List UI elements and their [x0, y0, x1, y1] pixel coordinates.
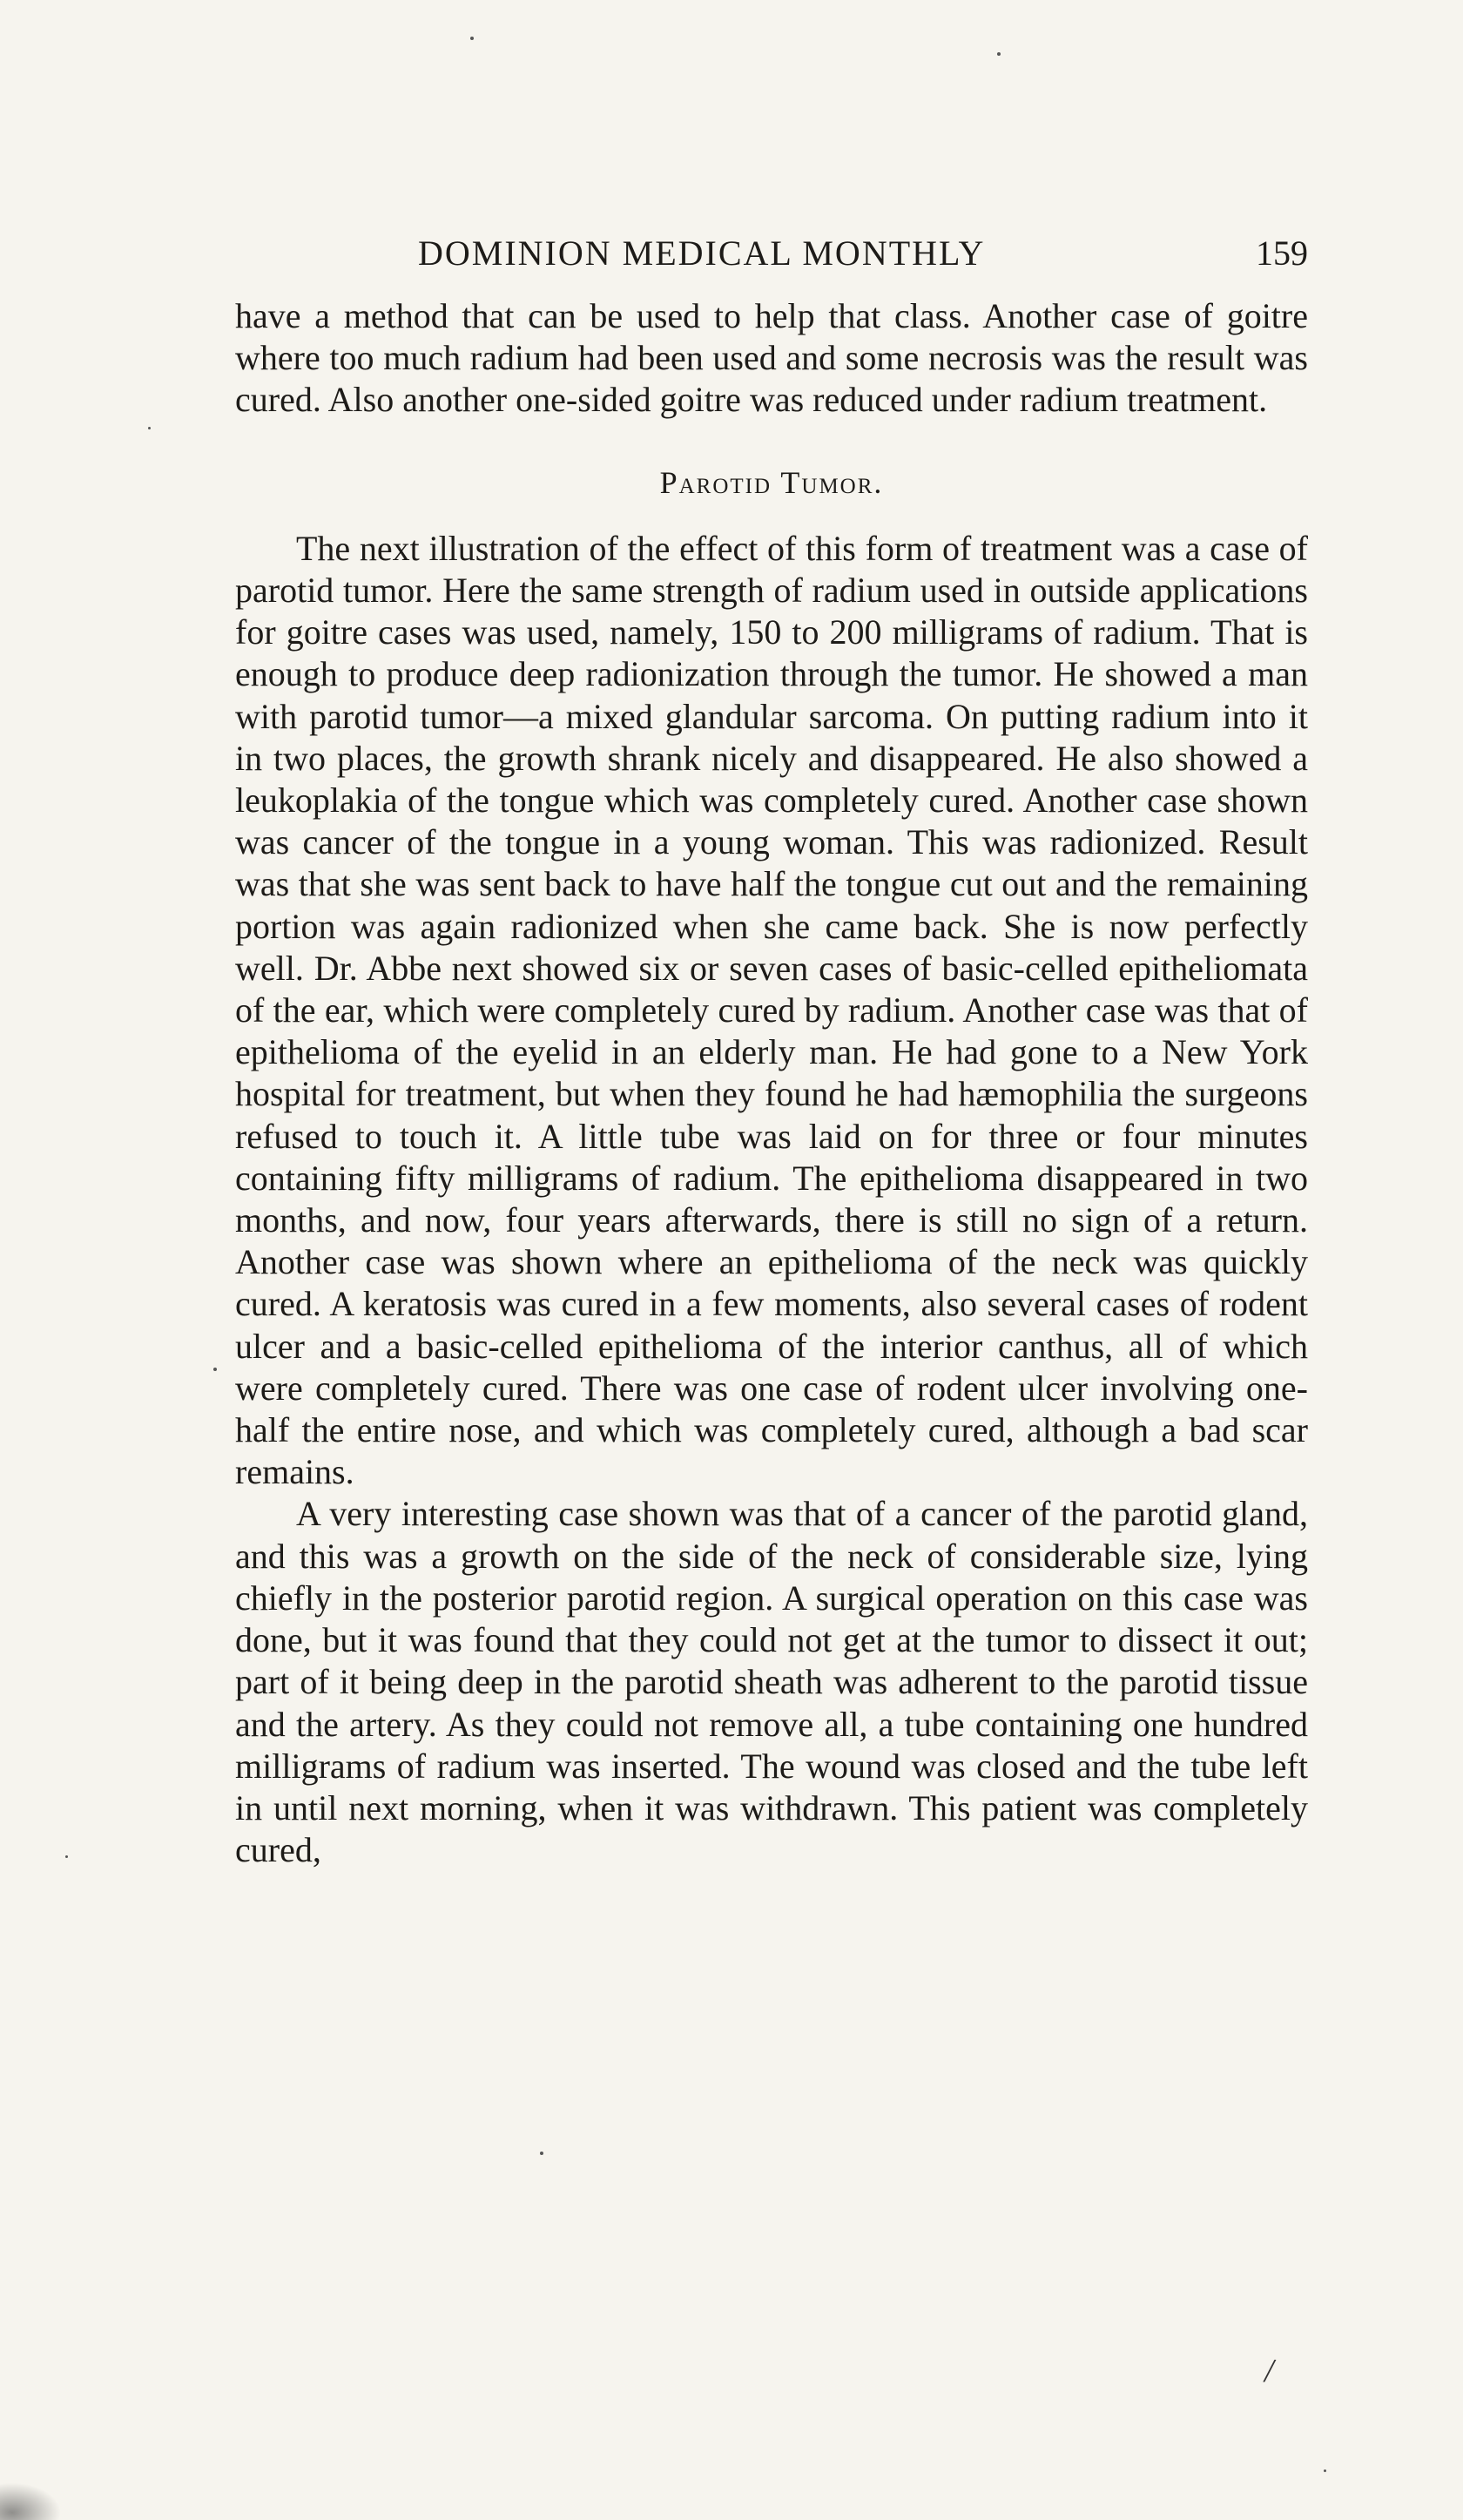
document-page [235, 222, 1308, 1871]
body-text [235, 295, 1308, 1871]
journal-title: DOMINION MEDICAL MONTHLY [418, 233, 986, 273]
scan-speck [148, 427, 151, 429]
paragraph-continuation: have a method that can be used to help that class. Another case of goitre where too much radium had been used and some necrosis was the result was cured. Also another one-sided goitre was reduced under radium treatment. [235, 296, 1308, 420]
scan-speck [213, 1368, 217, 1371]
scan-speck [1324, 2469, 1326, 2472]
paragraph-parotid-tumor: The next illustration of the effect of this form of treatment was a case of parotid tumor. Here the same strength of radium used in outside applications for goitre cases was used, namely, 150 to 200 milligrams of radium. That is enough to produce deep radionization through the tumor. He showed a man with parotid tumor—a mixed glandular sarcoma. On putting radium into it in two places, the growth shrank nicely and disappeared. He also showed a leukoplakia of the tongue which was completely cured. Another case shown was cancer of the tongue in a young woman. This was radionized. Result was that she was sent back to have half the tongue cut out and the remaining portion was again radionized when she came back. She is now perfectly well. Dr. Abbe next showed six or seven cases of basic-celled epitheliomata of the ear, which were completely cured by radium. Another case was that of epithelioma of the eyelid in an elderly man. He had gone to a New York hospital for treatment, but when they found he had hæmophilia the surgeons refused to touch it. A little tube was laid on for three or four minutes containing fifty milligrams of radium. The epithelioma disappeared in two months, and now, four years afterwards, there is still no sign of a return. Another case was shown where an epithelioma of the neck was quickly cured. A keratosis was cured in a few moments, also several cases of rodent ulcer and a basic-celled epithelioma of the interior canthus, all of which were completely cured. There was one case of rodent ulcer involving one-half the entire nose, and which was completely cured, although a bad scar remains. [235, 528, 1308, 1492]
scan-speck [997, 52, 1001, 56]
page-number: 159 [1256, 233, 1308, 273]
scan-speck [470, 37, 474, 40]
corner-smudge [0, 2483, 61, 2520]
running-head [235, 222, 1308, 283]
scan-speck [65, 1855, 68, 1858]
stray-mark: / [1264, 2353, 1274, 2389]
section-heading: Parotid Tumor. [659, 464, 884, 500]
paragraph-parotid-cancer: A very interesting case shown was that of a cancer of the parotid gland, and this was a growth on the side of the neck of considerable size, lying chiefly in the posterior parotid region. A surgical operation on this case was done, but it was found that they could not get at the tumor to dissect it out; part of it being deep in the parotid sheath was adherent to the parotid tissue and the artery. As they could not remove all, a tube containing one hundred milligrams of radium was inserted. The wound was closed and the tube left in until next morning, when it was withdrawn. This patient was completely cured, [235, 1494, 1308, 1870]
scan-speck [540, 2152, 543, 2155]
